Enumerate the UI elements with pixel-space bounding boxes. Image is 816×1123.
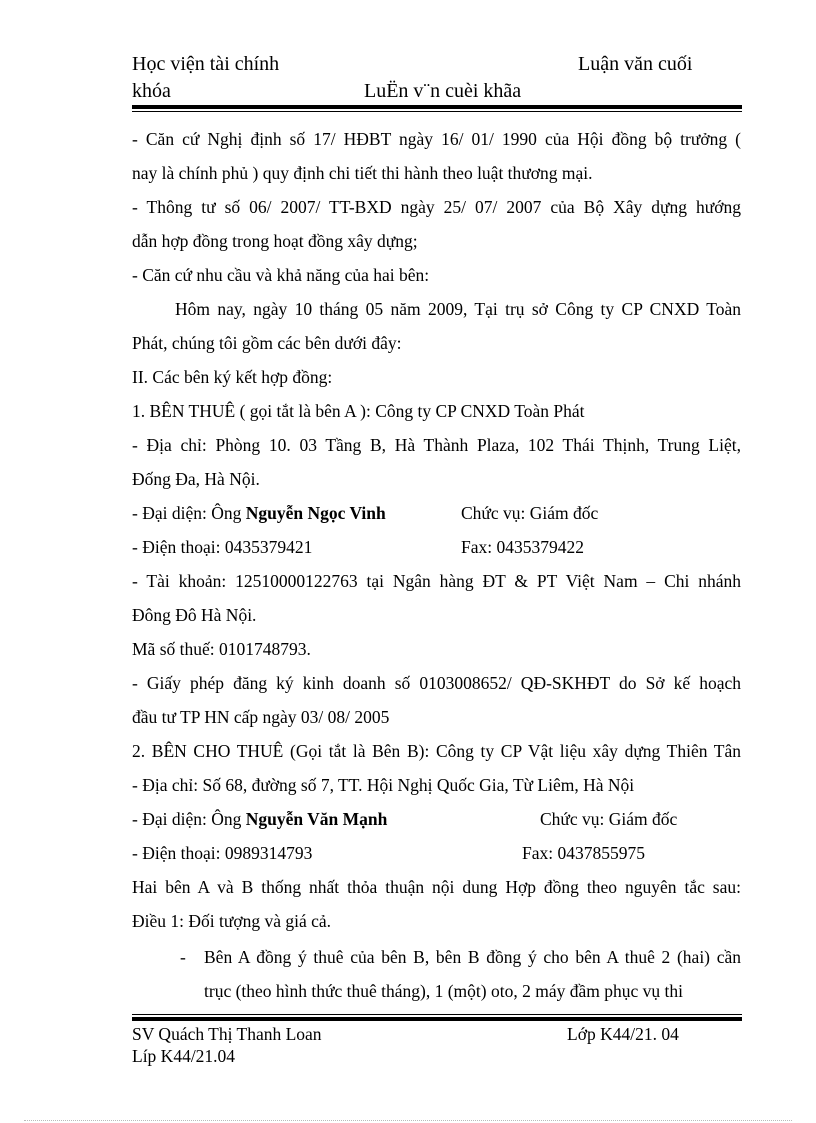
footer-rule-thin: [132, 1014, 742, 1015]
agreement-intro: Hai bên A và B thống nhất thỏa thuận nội dung Hợp đồng theo nguyên tắc sau:: [132, 877, 741, 897]
party-a-address: - Địa chỉ: Phòng 10. 03 Tầng B, Hà Thành Plaza, 102 Thái Thịnh, Trung Liệt,: [132, 435, 741, 455]
paragraph-line: - Căn cứ Nghị định số 17/ HĐBT ngày 16/ 01/ 1990 của Hội đồng bộ trưởng (: [132, 129, 741, 149]
party-a-account-cont: Đông Đô Hà Nội.: [132, 605, 257, 625]
article-1-heading: Điều 1: Đối tượng và giá cả.: [132, 911, 332, 931]
article-1-item: Bên A đồng ý thuê của bên B, bên B đồng ý cho bên A thuê 2 (hai) cần: [204, 947, 741, 967]
party-a-position: Chức vụ: Giám đốc: [461, 503, 599, 523]
header-rule-thin: [132, 111, 742, 112]
party-b-phone: - Điện thoại: 0989314793: [132, 843, 313, 863]
party-b-heading: 2. BÊN CHO THUÊ (Gọi tắt là Bên B): Công ty CP Vật liệu xây dựng Thiên Tân: [132, 741, 741, 761]
section-heading: II. Các bên ký kết hợp đồng:: [132, 367, 333, 387]
party-a-fax: Fax: 0435379422: [461, 537, 584, 557]
representative-label: - Đại diện: Ông: [132, 503, 246, 523]
header-left: Học viện tài chính: [132, 53, 280, 75]
representative-name: Nguyễn Ngọc Vinh: [245, 503, 386, 523]
party-a-account: - Tài khoản: 12510000122763 tại Ngân hàng ĐT & PT Việt Nam – Chi nhánh: [132, 571, 741, 591]
party-a-license-cont: đầu tư TP HN cấp ngày 03/ 08/ 2005: [132, 707, 390, 727]
page-edge-divider: [24, 1120, 792, 1121]
paragraph-line: Phát, chúng tôi gồm các bên dưới đây:: [132, 333, 402, 353]
paragraph-line: dẫn hợp đồng trong hoạt đồng xây dựng;: [132, 231, 418, 251]
party-a-license: - Giấy phép đăng ký kinh doanh số 0103008652/ QĐ-SKHĐT do Sở kế hoạch: [132, 673, 741, 693]
party-b-address: - Địa chỉ: Số 68, đường số 7, TT. Hội Nghị Quốc Gia, Từ Liêm, Hà Nội: [132, 775, 635, 795]
article-1-item-cont: trục (theo hình thức thuê tháng), 1 (một) oto, 2 máy đầm phục vụ thi: [204, 981, 683, 1001]
footer-rule-thick: [132, 1017, 742, 1021]
header-center: LuËn v¨n cuèi khãa: [364, 80, 522, 102]
footer-student: SV Quách Thị Thanh Loan: [132, 1024, 322, 1044]
paragraph-line: - Căn cứ nhu cầu và khả năng của hai bên:: [132, 265, 430, 285]
paragraph-line: - Thông tư số 06/ 2007/ TT-BXD ngày 25/ 07/ 2007 của Bộ Xây dựng hướng: [132, 197, 741, 217]
header-left-line2: khóa: [132, 80, 171, 102]
paragraph-line: Hôm nay, ngày 10 tháng 05 năm 2009, Tại trụ sở Công ty CP CNXD Toàn: [175, 299, 741, 319]
party-a-address-cont: Đống Đa, Hà Nội.: [132, 469, 260, 489]
footer-class-line2: Líp K44/21.04: [132, 1046, 236, 1066]
party-a-representative: [132, 502, 741, 524]
party-b-position: Chức vụ: Giám đốc: [540, 809, 678, 829]
footer-class: Lớp K44/21. 04: [567, 1024, 679, 1044]
party-b-fax: Fax: 0437855975: [522, 843, 645, 863]
party-a-phone: - Điện thoại: 0435379421: [132, 537, 313, 557]
party-a-tax-code: Mã số thuế: 0101748793.: [132, 639, 311, 659]
header-right: Luận văn cuối: [578, 53, 693, 75]
paragraph-line: nay là chính phủ ) quy định chi tiết thi hành theo luật thương mại.: [132, 163, 593, 183]
list-bullet: -: [180, 947, 186, 967]
representative-label: - Đại diện: Ông: [132, 809, 246, 829]
representative-name: Nguyễn Văn Mạnh: [245, 809, 388, 829]
header-rule-thick: [132, 105, 742, 109]
party-a-heading: 1. BÊN THUÊ ( gọi tắt là bên A ): Công ty CP CNXD Toàn Phát: [132, 401, 585, 421]
